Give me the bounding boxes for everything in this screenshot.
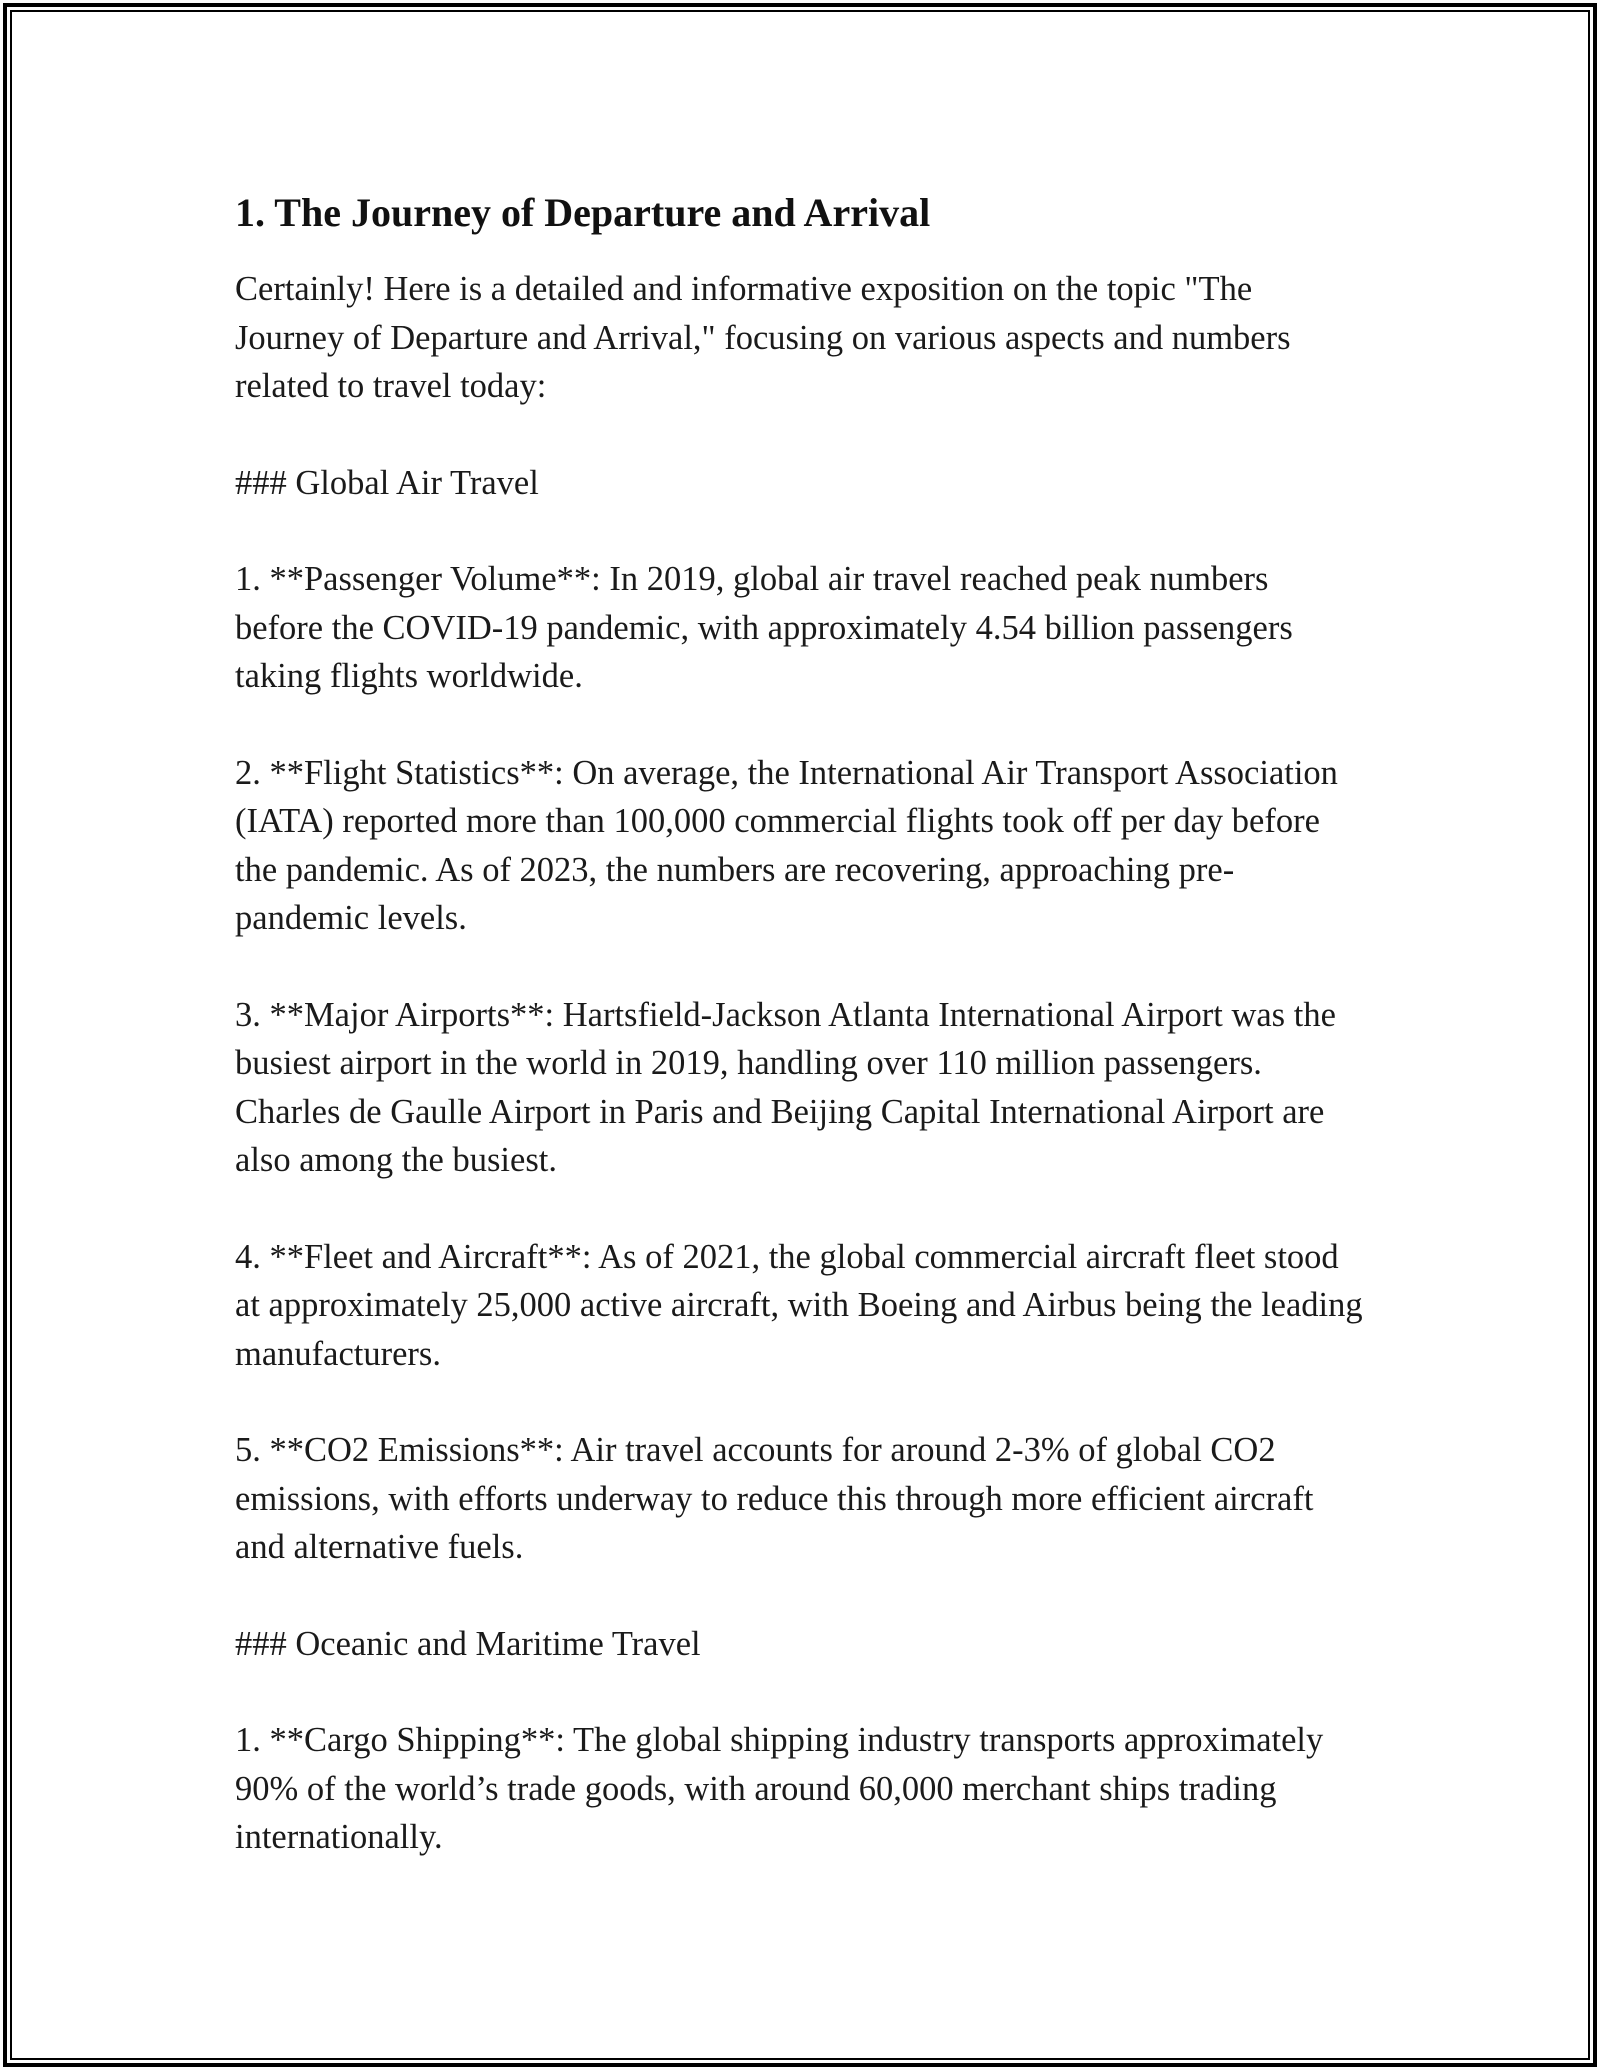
list-item-cargo-shipping: 1. **Cargo Shipping**: The global shipping industry transports approximately 90% of the world’s trade goods, with around 60,000 merchant ships trading internationally. bbox=[235, 1721, 1324, 1856]
list-item-major-airports: 3. **Major Airports**: Hartsfield-Jackson Atlanta International Airport was the busiest airport in the world in 2019, handling over 110 million passengers. Charles de Gaulle Airport in Paris and Beijing Capital International Airport are also among the busiest. bbox=[235, 995, 1336, 1179]
section-heading-global-air-travel: ### Global Air Travel bbox=[235, 463, 539, 502]
section-heading-oceanic-maritime-travel: ### Oceanic and Maritime Travel bbox=[235, 1624, 701, 1663]
list-item-passenger-volume: 1. **Passenger Volume**: In 2019, global air travel reached peak numbers before the COVID-19 pandemic, with approximately 4.54 billion passengers taking flights worldwide. bbox=[235, 560, 1293, 695]
intro-paragraph: Certainly! Here is a detailed and informative exposition on the topic "The Journey of Departure and Arrival," focusing on various aspects and numbers related to travel today: bbox=[235, 270, 1291, 405]
list-item-fleet-and-aircraft: 4. **Fleet and Aircraft**: As of 2021, the global commercial aircraft fleet stood at approximately 25,000 active aircraft, with Boeing and Airbus being the leading manufacturers. bbox=[235, 1237, 1363, 1373]
list-item-flight-statistics: 2. **Flight Statistics**: On average, the International Air Transport Association (IATA) reported more than 100,000 commercial flights took off per day before the pandemic. As of 2023, the numbers are recovering, approaching pre-pandemic levels. bbox=[235, 753, 1338, 937]
list-item-co2-emissions: 5. **CO2 Emissions**: Air travel accounts for around 2-3% of global CO2 emissions, with efforts underway to reduce this through more efficient aircraft and alternative fuels. bbox=[235, 1431, 1314, 1566]
document-title: 1. The Journey of Departure and Arrival bbox=[235, 190, 931, 235]
document-body bbox=[235, 185, 1365, 1910]
